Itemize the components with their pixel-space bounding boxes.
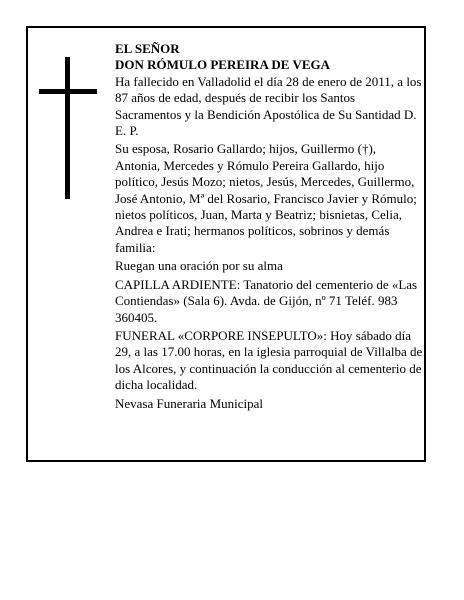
chapel-info: CAPILLA ARDIENTE: Tanatorio del cementerio de «Las Contiendas» (Sala 6). Avda. de Gijón, nº 71 Teléf. 983 360405. [115, 276, 418, 325]
family-list: Su esposa, Rosario Gallardo; hijos, Guillermo (†), Antonia, Mercedes y Rómulo Pereira Gallardo, hijo político, Jesús Mozo; nietos, Jesús, Mercedes, Guillermo, José Antonio, Mª del Rosario, Francisco Javier y Rómulo; nietos políticos, Juan, Marta y Beatriz; bisnietas, Celia, Andrea e Irati; hermanos políticos, sobrinos y demás familia: [115, 141, 417, 255]
title-line-1: EL SEÑOR [115, 41, 180, 56]
death-announcement: Ha fallecido en Valladolid el día 28 de enero de 2011, a los 87 años de edad, después de recibir los Santos Sacramentos y la Bendición Apostólica de Su Santidad D. E. P. [115, 73, 422, 139]
funeral-home: Nevasa Funeraria Municipal [115, 395, 264, 411]
deceased-name: DON RÓMULO PEREIRA DE VEGA [115, 57, 331, 73]
prayer-request: Ruegan una oración por su alma [115, 258, 283, 274]
cross-horizontal-bar [39, 89, 97, 94]
notice-content [115, 41, 423, 414]
cross-icon [39, 57, 97, 199]
cross-vertical-bar [65, 57, 70, 199]
obituary-notice [26, 26, 426, 462]
funeral-info: FUNERAL «CORPORE INSEPULTO»: Hoy sábado día 29, a las 17.00 horas, en la iglesia parroquial de Villalba de los Alcores, y continuación la conducción al cementerio de dicha localidad. [115, 327, 423, 393]
